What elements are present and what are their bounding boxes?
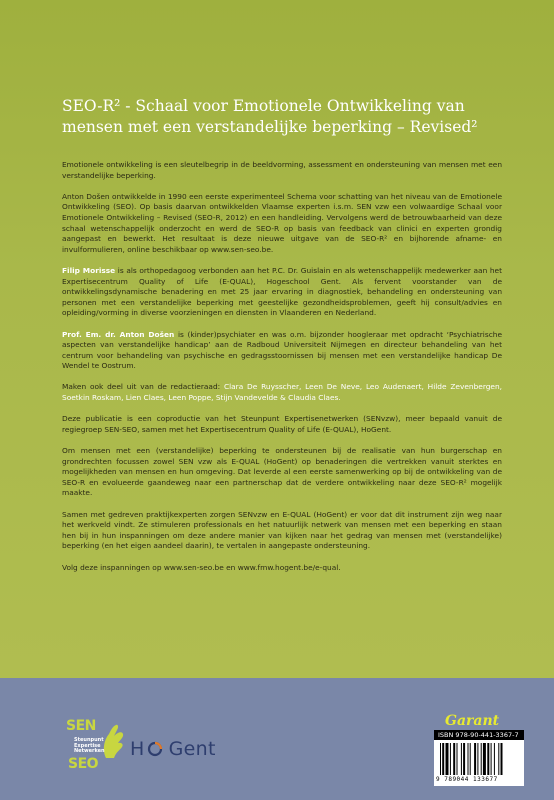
barcode-stripe bbox=[501, 743, 503, 775]
barcode-stripe bbox=[487, 743, 489, 775]
barcode-stripe bbox=[442, 743, 444, 775]
hogent-h: H bbox=[130, 738, 145, 760]
garant-logo bbox=[445, 710, 515, 730]
sen-seo-logo bbox=[66, 712, 128, 774]
hogent-logo bbox=[130, 738, 216, 760]
title-line-1: SEO-R² - Schaal voor Emotionele Ontwikkeling van bbox=[62, 97, 465, 115]
barcode-stripe bbox=[474, 743, 476, 775]
barcode-stripe bbox=[498, 743, 499, 775]
barcode-stripe bbox=[491, 743, 492, 775]
sen-wordmark: SEN bbox=[66, 718, 96, 734]
paragraph-follow: Volg deze inspanningen op www.sen-seo.be en www.fmw.hogent.be/e-qual. bbox=[62, 562, 341, 572]
sen-sub-line-2: Expertise bbox=[74, 742, 101, 749]
title-line-2: mensen met een verstandelijke beperking – Revised² bbox=[62, 118, 478, 136]
barcode-stripe bbox=[461, 743, 462, 775]
barcode bbox=[434, 730, 524, 786]
paragraph-coproduction: Deze publicatie is een coproductie van het Steunpunt Expertisenetwerken (SENvzw), meer bepaald vanuit de regiegroep SEN-SEO, samen met het Expertisecentrum Quality of Life (E-QUAL), HoGent. bbox=[62, 414, 502, 434]
barcode-stripe bbox=[440, 743, 441, 775]
barcode-stripe bbox=[457, 743, 458, 775]
paragraph-author-morisse bbox=[62, 266, 502, 319]
garant-wordmark: Garant bbox=[445, 713, 500, 729]
barcode-stripe bbox=[494, 743, 495, 775]
editors-names: Clara De Ruysscher, Leen De Neve, Leo Audenaert, Hilde Zevenbergen, Soetkin Roskam, Lien Claes, Leen Poppe, Stijn Vandevelde & Claudia Claes. bbox=[62, 382, 502, 403]
barcode-stripe bbox=[481, 743, 482, 775]
seo-wordmark: SEO bbox=[68, 756, 99, 772]
hogent-o-icon bbox=[147, 741, 163, 757]
paragraph-editors bbox=[62, 382, 502, 403]
book-title bbox=[62, 96, 502, 138]
barcode-stripe bbox=[470, 743, 471, 775]
barcode-stripe bbox=[450, 743, 451, 775]
paragraph-history: Anton Došen ontwikkelde in 1990 een eerste experimenteel Schema voor schatting van het niveau van de Emotionele Ontwikkeling (SEO). Op basis daarvan ontwikkelden Vlaamse experten i.s.m. SEN vzw een volwaardige Schaal voor Emotionele Ontwikkeling – Revised (SEO-R, 2012) en een handleiding. Vervolgens werd de betrouwbaarheid van deze schaal wetenschappelijk onderzocht en werd de SEO-R op basis van feedback van clinici en experten grondig aangepast en bewerkt. Het resultaat is deze nieuwe uitgave van de SEO-R² en bijhorende afname- en invulformulieren, online beschikbaar op www.sen-seo.be. bbox=[62, 191, 502, 254]
editors-intro: Maken ook deel uit van de redactieraad: bbox=[62, 382, 224, 392]
barcode-stripe bbox=[477, 743, 478, 775]
barcode-stripe bbox=[446, 743, 449, 775]
sen-sub-line-1: Steunpunt bbox=[74, 737, 104, 743]
paragraph-partnership: Om mensen met een (verstandelijke) beperking te ondersteunen bij de realisatie van hun burgerschap en grondrechten focussen zowel SEN vzw als E-QUAL (HoGent) op benaderingen die vertrekken vanuit sterktes en mogelijkheden van mensen en hun omgeving. Dat leverde al een eerste samenwerking op bij de ontwikkeling van de SEO-R en evolueerde gaandeweg naar een partnerschap dat de verdere ontwikkeling naar deze SEO-R² mogelijk maakte. bbox=[62, 446, 502, 498]
paragraph-practice: Samen met gedreven praktijkexperten zorgen SENvzw en E-QUAL (HoGent) er voor dat dit instrument zijn weg naar het werkveld vindt. Ze stimuleren professionals en het natuurlijk netwerk van mensen met een beperking en staan hen bij in hun inspanningen om deze andere manier van kijken naar het gedrag van mensen met (verstandelijke) beperking (en het eigen aandeel daarin), te vertalen in aangepaste ondersteuning. bbox=[62, 509, 502, 551]
barcode-stripe bbox=[453, 743, 455, 775]
barcode-stripe bbox=[463, 743, 465, 775]
blurb bbox=[62, 160, 502, 584]
author-name-dosen: Prof. Em. dr. Anton Došen bbox=[62, 329, 175, 339]
barcode-stripe bbox=[468, 743, 469, 775]
barcode-bars bbox=[440, 743, 520, 775]
sen-sub-line-3: Netwerken bbox=[74, 748, 105, 755]
barcode-stripe bbox=[483, 743, 486, 775]
author-name-morisse: Filip Morisse bbox=[62, 265, 116, 275]
paragraph-intro: Emotionele ontwikkeling is een sleutelbegrip in de beeldvorming, assessment en ondersteuning van mensen met een verstandelijke beperking. bbox=[62, 160, 502, 180]
author-bio-morisse: is als orthopedagoog verbonden aan het P.C. Dr. Guislain en als wetenschappelijk medewerker aan het Expertisecentrum Quality of Life (E-QUAL), Hogeschool Gent. Als fervent voorstander van de ontwikkelingsdynamische benadering en met 25 jaar ervaring in diagnostiek, behandeling en ondersteuning van personen met een verstandelijke beperking met geestelijke gezondheidsproblemen, geeft hij consult/advies en opleiding/vorming in diverse voorzieningen en diensten in Vlaanderen en Nederland. bbox=[62, 265, 502, 318]
sen-subtitle bbox=[74, 738, 105, 755]
isbn-label: ISBN 978-90-441-3367-7 bbox=[434, 730, 524, 740]
author-bio-dosen: is (kinder)psychiater en was o.m. bijzonder hoogleraar met opdracht ‘Psychiatrische aspecten van verstandelijke handicap’ aan de Radboud Universiteit Nijmegen en directeur behandeling van het centrum voor behandeling van psychische en gedragsstoornissen bij mensen met een verstandelijke handicap De Wendel te Oostrum. bbox=[62, 329, 502, 371]
barcode-number: 9 789044 133677 bbox=[436, 776, 498, 783]
paragraph-author-dosen bbox=[62, 330, 502, 372]
hogent-gent: Gent bbox=[168, 738, 216, 760]
